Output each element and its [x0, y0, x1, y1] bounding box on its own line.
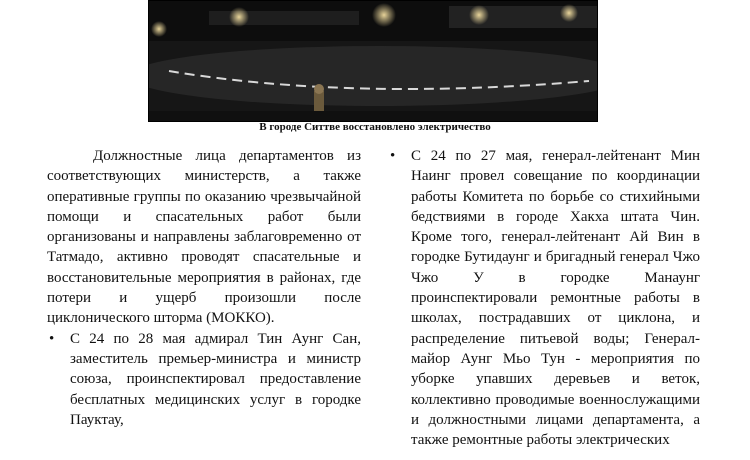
bullet-text: С 24 по 27 мая, генерал-лейтенант Мин Наинг провел совещание по координации работы Комитета по борьбе со стихийными бедствиями в городе Хакха штата Чин. Кроме того, генерал-лейтенант Ай Вин в городке Бутидаунг и бригадный генерал Чжо Чжо У в городке Манаунг проинспектировали ремонтные работы в школах, пострадавших от циклона, и распределение питьевой воды; Генерал-майор Аунг Мьо Тун - мероприятия по уборке упавших деревьев и веток, коллективно проводимые военнослужащими и должностными лицами департамента, а также ремонтные работы электрических — [411, 148, 700, 449]
bullet-icon: • — [49, 330, 55, 347]
bullet-item-admiral — [47, 329, 361, 430]
bullet-icon: • — [390, 148, 396, 164]
night-street-photo — [148, 0, 598, 122]
bullet-text: С 24 по 28 мая адмирал Тин Аунг Сан, заместитель премьер-министра и министр союза, проинспектировал предоставление бесплатных медицинских услуг в городке Пауктау, — [70, 330, 361, 428]
intro-paragraph: Должностные лица департаментов из соответствующих министерств, а также оперативные группы по оказанию чрезвычайной помощи и спасательных работ были организованы и направлены заблаговременно от Татмадо, активно проводят спасательные и восстановительные мероприятия в районах, где потери и ущерб произошли после циклонического шторма (МОККО). — [47, 148, 361, 327]
photo-graphic — [149, 1, 597, 121]
left-column — [47, 146, 361, 430]
right-column — [388, 146, 700, 450]
bullet-item-general — [388, 146, 700, 450]
photo-caption: В городе Ситтве восстановлено электричество — [259, 121, 491, 133]
